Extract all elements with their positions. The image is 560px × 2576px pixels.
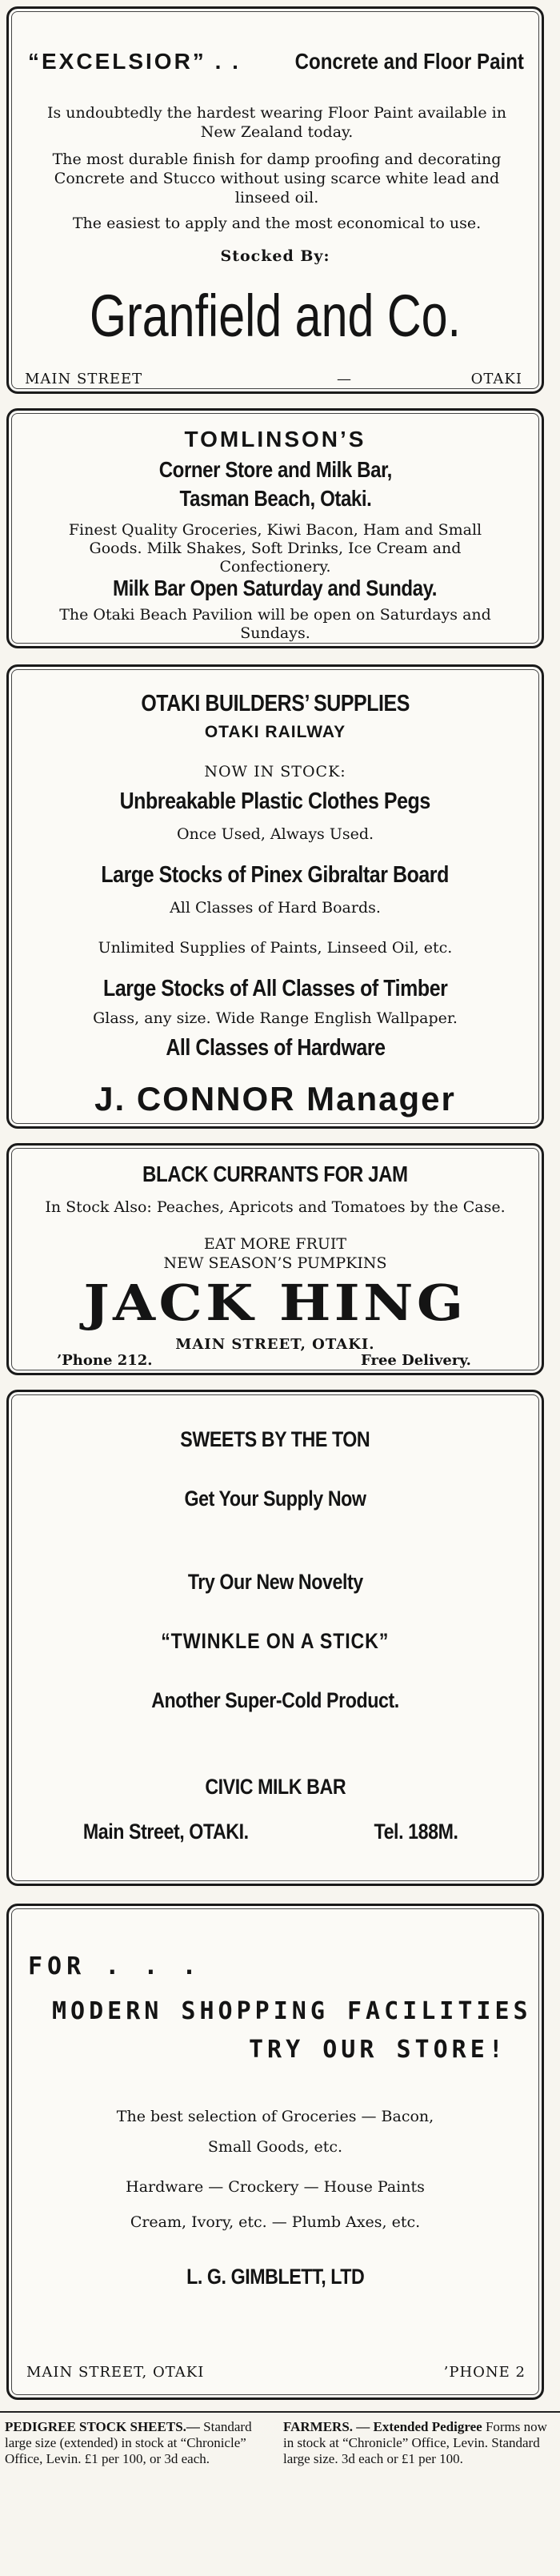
black-currants-title: BLACK CURRANTS FOR JAM bbox=[142, 1162, 408, 1186]
gimblett-name: L. G. GIMBLETT, LTD bbox=[186, 2265, 365, 2289]
gimblett-advert bbox=[6, 1904, 544, 2400]
clothes-pegs-note: Once Used, Always Used. bbox=[176, 825, 374, 843]
civic-milk-bar-name: CIVIC MILK BAR bbox=[205, 1775, 346, 1799]
granfield-brand: Granfield and Co. bbox=[89, 283, 462, 349]
excelsior-advert bbox=[6, 6, 544, 394]
civic-telephone: Tel. 188M. bbox=[374, 1820, 458, 1844]
excelsior-easiest-text: The easiest to apply and the most economical to use. bbox=[72, 215, 482, 232]
granfield-town: OTAKI bbox=[470, 371, 522, 387]
in-stock-also: In Stock Also: Peaches, Apricots and Tomatoes by the Case. bbox=[45, 1198, 506, 1216]
pumpkins-line: NEW SEASON’S PUMPKINS bbox=[163, 1254, 387, 1272]
paints-supplies: Unlimited Supplies of Paints, Linseed Oil, etc. bbox=[98, 939, 453, 957]
try-our-store: TRY OUR STORE! bbox=[249, 2036, 507, 2064]
builders-title: OTAKI BUILDERS’ SUPPLIES bbox=[141, 691, 410, 716]
hardware-line: Hardware — Crockery — House Paints bbox=[126, 2178, 425, 2196]
pedigree-stock-notice bbox=[5, 2419, 274, 2467]
hard-boards-note: All Classes of Hard Boards. bbox=[170, 899, 381, 917]
new-novelty-line: Try Our New Novelty bbox=[187, 1570, 363, 1594]
jack-hing-name: JACK HING bbox=[83, 1274, 467, 1332]
twinkle-on-a-stick: “TWINKLE ON A STICK” bbox=[161, 1629, 390, 1653]
gimblett-phone: ’PHONE 2 bbox=[443, 2364, 526, 2381]
hardware-item: All Classes of Hardware bbox=[165, 1035, 386, 1061]
clothes-pegs-item: Unbreakable Plastic Clothes Pegs bbox=[119, 788, 431, 814]
tomlinsons-subtitle-store: Corner Store and Milk Bar, bbox=[158, 457, 392, 482]
farmers-heading: FARMERS. — Extended Pedigree bbox=[283, 2419, 482, 2434]
modern-facilities: MODERN SHOPPING FACILITIES bbox=[52, 1997, 532, 2025]
classified-notices bbox=[0, 2411, 560, 2576]
excelsior-product-name: “EXCELSIOR” . . bbox=[28, 49, 241, 74]
tomlinsons-hours: Milk Bar Open Saturday and Sunday. bbox=[113, 576, 438, 600]
builders-supplies-advert bbox=[6, 664, 544, 1129]
cream-ivory-line: Cream, Ivory, etc. — Plumb Axes, etc. bbox=[130, 2213, 421, 2231]
timber-item: Large Stocks of All Classes of Timber bbox=[102, 976, 448, 1001]
excelsior-finish-text: The most durable finish for damp proofing and decorating Concrete and Stucco without using scarce white lead and linseed oil. bbox=[52, 150, 502, 207]
free-delivery: Free Delivery. bbox=[361, 1352, 471, 1369]
excelsior-claim: Is undoubtedly the hardest wearing Floor Paint available in New Zealand today. bbox=[47, 104, 506, 141]
eat-more-fruit: EAT MORE FRUIT bbox=[203, 1235, 347, 1253]
farmers-notice bbox=[283, 2419, 552, 2467]
gibraltar-board-item: Large Stocks of Pinex Gibraltar Board bbox=[101, 862, 450, 888]
for-label: FOR . . . bbox=[28, 1952, 202, 1980]
footer-dash: — bbox=[337, 371, 352, 387]
civic-milk-bar-advert bbox=[6, 1390, 544, 1886]
tomlinsons-pavilion-note: The Otaki Beach Pavilion will be open on Saturdays and Sundays. bbox=[59, 606, 491, 642]
stocked-by-label: Stocked By: bbox=[220, 247, 330, 265]
small-goods-line: Small Goods, etc. bbox=[207, 2138, 343, 2156]
tomlinsons-title: TOMLINSON’S bbox=[184, 427, 366, 451]
jack-hing-advert bbox=[6, 1143, 544, 1375]
jack-hing-address: MAIN STREET, OTAKI. bbox=[175, 1336, 375, 1353]
builders-subtitle: OTAKI RAILWAY bbox=[204, 723, 346, 741]
gimblett-address: MAIN STREET, OTAKI bbox=[26, 2364, 205, 2381]
now-in-stock-label: NOW IN STOCK: bbox=[204, 763, 346, 780]
tomlinsons-description: Finest Quality Groceries, Kiwi Bacon, Ham and Small Goods. Milk Shakes, Soft Drinks, Ice Cream and Confectionery. bbox=[68, 521, 482, 576]
jack-hing-phone: ’Phone 212. bbox=[57, 1352, 153, 1369]
farmers-body: Forms now in stock at “Chronicle” Office, Levin. Standard large size. 3d each or £1 per 100. bbox=[283, 2419, 547, 2466]
civic-address: Main Street, OTAKI. bbox=[82, 1820, 249, 1844]
connor-manager: J. CONNOR Manager bbox=[94, 1080, 456, 1117]
tomlinsons-advert bbox=[6, 408, 544, 648]
pedigree-heading: PEDIGREE STOCK SHEETS.— bbox=[5, 2419, 200, 2434]
groceries-line: The best selection of Groceries — Bacon, bbox=[116, 2108, 434, 2125]
super-cold-line: Another Super-Cold Product. bbox=[151, 1688, 399, 1712]
get-supply-line: Get Your Supply Now bbox=[184, 1487, 366, 1511]
glass-wallpaper-note: Glass, any size. Wide Range English Wallpaper. bbox=[93, 1009, 458, 1027]
tomlinsons-subtitle-location: Tasman Beach, Otaki. bbox=[179, 486, 371, 511]
excelsior-headline bbox=[28, 49, 524, 87]
pedigree-body: Standard large size (extended) in stock at “Chronicle” Office, Levin. £1 per 100, or 3d each. bbox=[5, 2419, 252, 2466]
excelsior-product-type: Concrete and Floor Paint bbox=[294, 49, 524, 74]
sweets-headline: SWEETS BY THE TON bbox=[180, 1427, 370, 1451]
granfield-street: MAIN STREET bbox=[25, 371, 143, 387]
